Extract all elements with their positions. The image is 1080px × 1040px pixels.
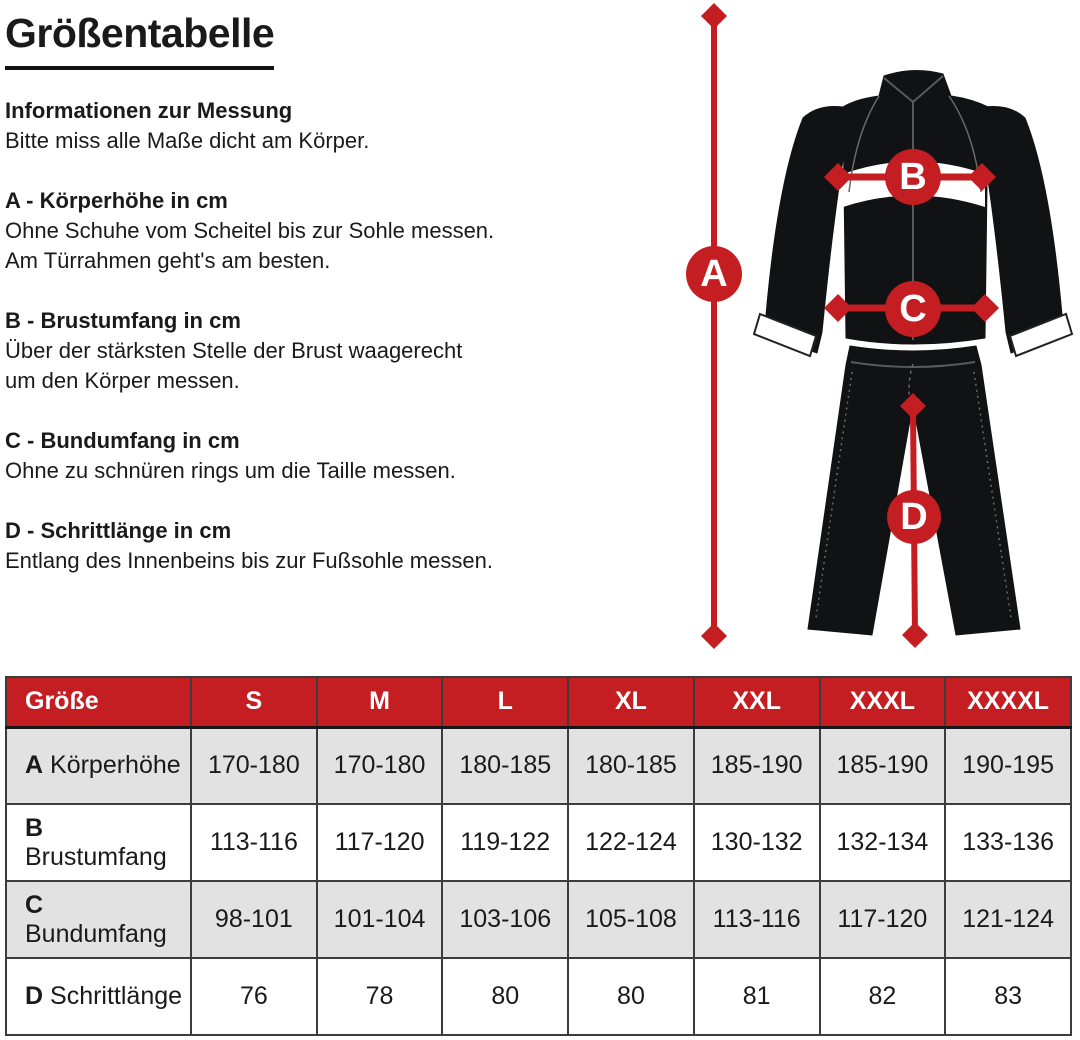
header-cell-xxxxl: XXXXL [945, 677, 1071, 727]
header-cell-groesse: Größe [6, 677, 191, 727]
cell-c-l: 103-106 [442, 881, 568, 958]
cell-b-m: 117-120 [317, 804, 443, 881]
cell-c-s: 98-101 [191, 881, 317, 958]
marker-b-label: B [899, 156, 927, 198]
tracksuit-illustration [660, 0, 1080, 662]
row-label-a [6, 727, 191, 804]
marker-a-label: A [700, 253, 728, 295]
row-key-c: C [25, 890, 44, 919]
cell-c-xxxxl: 121-124 [945, 881, 1071, 958]
header-cell-xl: XL [568, 677, 694, 727]
header-cell-l: L [442, 677, 568, 727]
jacket-left-sleeve [761, 106, 843, 353]
header-cell-m: M [317, 677, 443, 727]
header-cell-xxxl: XXXL [820, 677, 946, 727]
cell-b-xxxxl: 133-136 [945, 804, 1071, 881]
measure-a-diamond-top [701, 3, 727, 29]
section-d-heading: D - Schrittlänge in cm [5, 518, 232, 543]
section-b-heading: B - Brustumfang in cm [5, 308, 241, 333]
section-a-line-1: Ohne Schuhe vom Scheitel bis zur Sohle messen. [5, 218, 495, 243]
cell-b-xxxl: 132-134 [820, 804, 946, 881]
section-c [5, 426, 565, 486]
marker-c-label: C [899, 288, 927, 330]
row-label-c [6, 881, 191, 958]
cell-a-xl: 180-185 [568, 727, 694, 804]
cell-b-xxl: 130-132 [694, 804, 820, 881]
jacket-right-sleeve [985, 106, 1067, 353]
header-cell-xxl: XXL [694, 677, 820, 727]
row-name-a: Körperhöhe [50, 751, 181, 780]
table-row-brustumfang [6, 804, 1071, 881]
measure-d-diamond-bottom [902, 622, 928, 648]
cell-c-m: 101-104 [317, 881, 443, 958]
cell-a-xxl: 185-190 [694, 727, 820, 804]
cell-d-xxl: 81 [694, 958, 820, 1035]
cell-b-xl: 122-124 [568, 804, 694, 881]
cell-a-xxxxl: 190-195 [945, 727, 1071, 804]
section-a-line-2: Am Türrahmen geht's am besten. [5, 248, 331, 273]
marker-d-label: D [900, 496, 928, 538]
row-name-b: Brustumfang [25, 842, 167, 871]
cell-a-l: 180-185 [442, 727, 568, 804]
cell-b-s: 113-116 [191, 804, 317, 881]
row-key-b: B [25, 813, 44, 842]
cell-a-m: 170-180 [317, 727, 443, 804]
section-b-line-2: um den Körper messen. [5, 368, 240, 393]
header-cell-s: S [191, 677, 317, 727]
section-a [5, 186, 565, 276]
cell-d-xxxxl: 83 [945, 958, 1071, 1035]
cell-b-l: 119-122 [442, 804, 568, 881]
size-table-header-row [6, 677, 1071, 727]
page-title: Größentabelle [5, 10, 274, 70]
row-key-d: D [25, 982, 44, 1010]
measure-a-diamond-bottom [701, 623, 727, 649]
section-d [5, 516, 565, 576]
row-name-c: Bundumfang [25, 919, 167, 948]
cell-a-xxxl: 185-190 [820, 727, 946, 804]
measure-a [686, 3, 742, 649]
row-key-a: A [25, 751, 44, 780]
tracksuit-measurement-diagram [660, 0, 1080, 662]
cell-c-xxxl: 117-120 [820, 881, 946, 958]
row-name-d: Schrittlänge [50, 982, 183, 1010]
section-b [5, 306, 565, 396]
section-a-heading: A - Körperhöhe in cm [5, 188, 228, 213]
intro-heading: Informationen zur Messung [5, 98, 293, 123]
cell-a-s: 170-180 [191, 727, 317, 804]
size-table [5, 676, 1072, 1036]
cell-d-xxxl: 82 [820, 958, 946, 1035]
section-c-line-1: Ohne zu schnüren rings um die Taille messen. [5, 458, 456, 483]
intro-line: Bitte miss alle Maße dicht am Körper. [5, 128, 370, 153]
section-c-heading: C - Bundumfang in cm [5, 428, 240, 453]
section-b-line-1: Über der stärksten Stelle der Brust waagerecht [5, 338, 463, 363]
cell-d-m: 78 [317, 958, 443, 1035]
cell-d-l: 80 [442, 958, 568, 1035]
cell-d-xl: 80 [568, 958, 694, 1035]
measure-intro [5, 96, 565, 156]
row-label-b [6, 804, 191, 881]
cell-d-s: 76 [191, 958, 317, 1035]
table-row-bundumfang [6, 881, 1071, 958]
table-row-schrittlaenge [6, 958, 1071, 1035]
cell-c-xxl: 113-116 [694, 881, 820, 958]
cell-c-xl: 105-108 [568, 881, 694, 958]
row-label-d [6, 958, 191, 1035]
table-row-koerperhoehe [6, 727, 1071, 804]
section-d-line-1: Entlang des Innenbeins bis zur Fußsohle messen. [5, 548, 493, 573]
